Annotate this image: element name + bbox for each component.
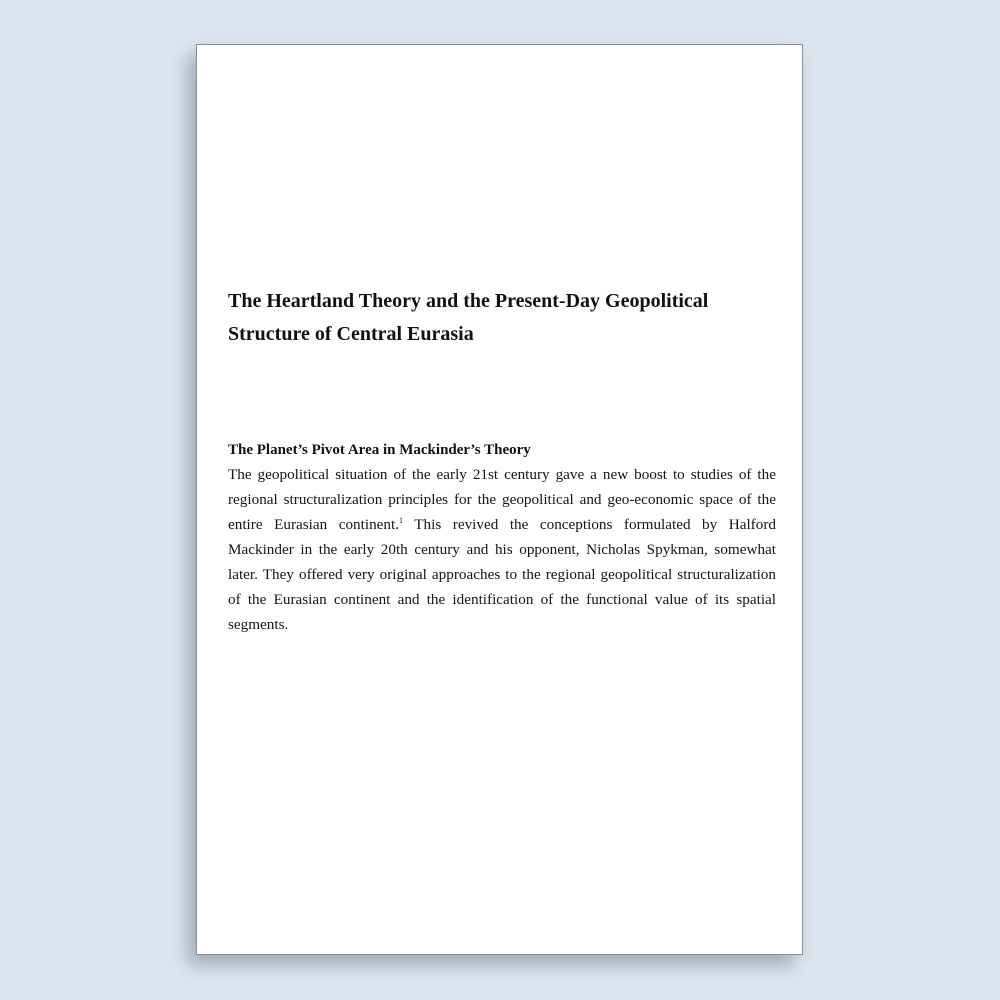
section-heading: The Planet’s Pivot Area in Mackinder’s Theory <box>228 442 531 458</box>
footnote-marker[interactable]: 1 <box>399 516 404 525</box>
paragraph-text-part-2: This revived the conceptions formulated by Halford Mackinder in the early 20th century and his opponent, Nicholas Spykman, somewhat later. They offered very original approaches to the regional geopolitical structuralization of the Eurasian continent and the identification of the functional value of its spatial segments. <box>228 516 776 633</box>
document-title: The Heartland Theory and the Present-Day Geopolitical Structure of Central Eurasia <box>228 290 709 345</box>
body-paragraph <box>228 462 776 637</box>
paragraph-text-part-1: The geopolitical situation of the early 21st century gave a new boost to studies of the regional structuralization principles for the geopolitical and geo-economic space of the entire Eurasian continent. <box>228 466 776 533</box>
page-content <box>228 285 776 637</box>
document-page <box>196 44 803 955</box>
